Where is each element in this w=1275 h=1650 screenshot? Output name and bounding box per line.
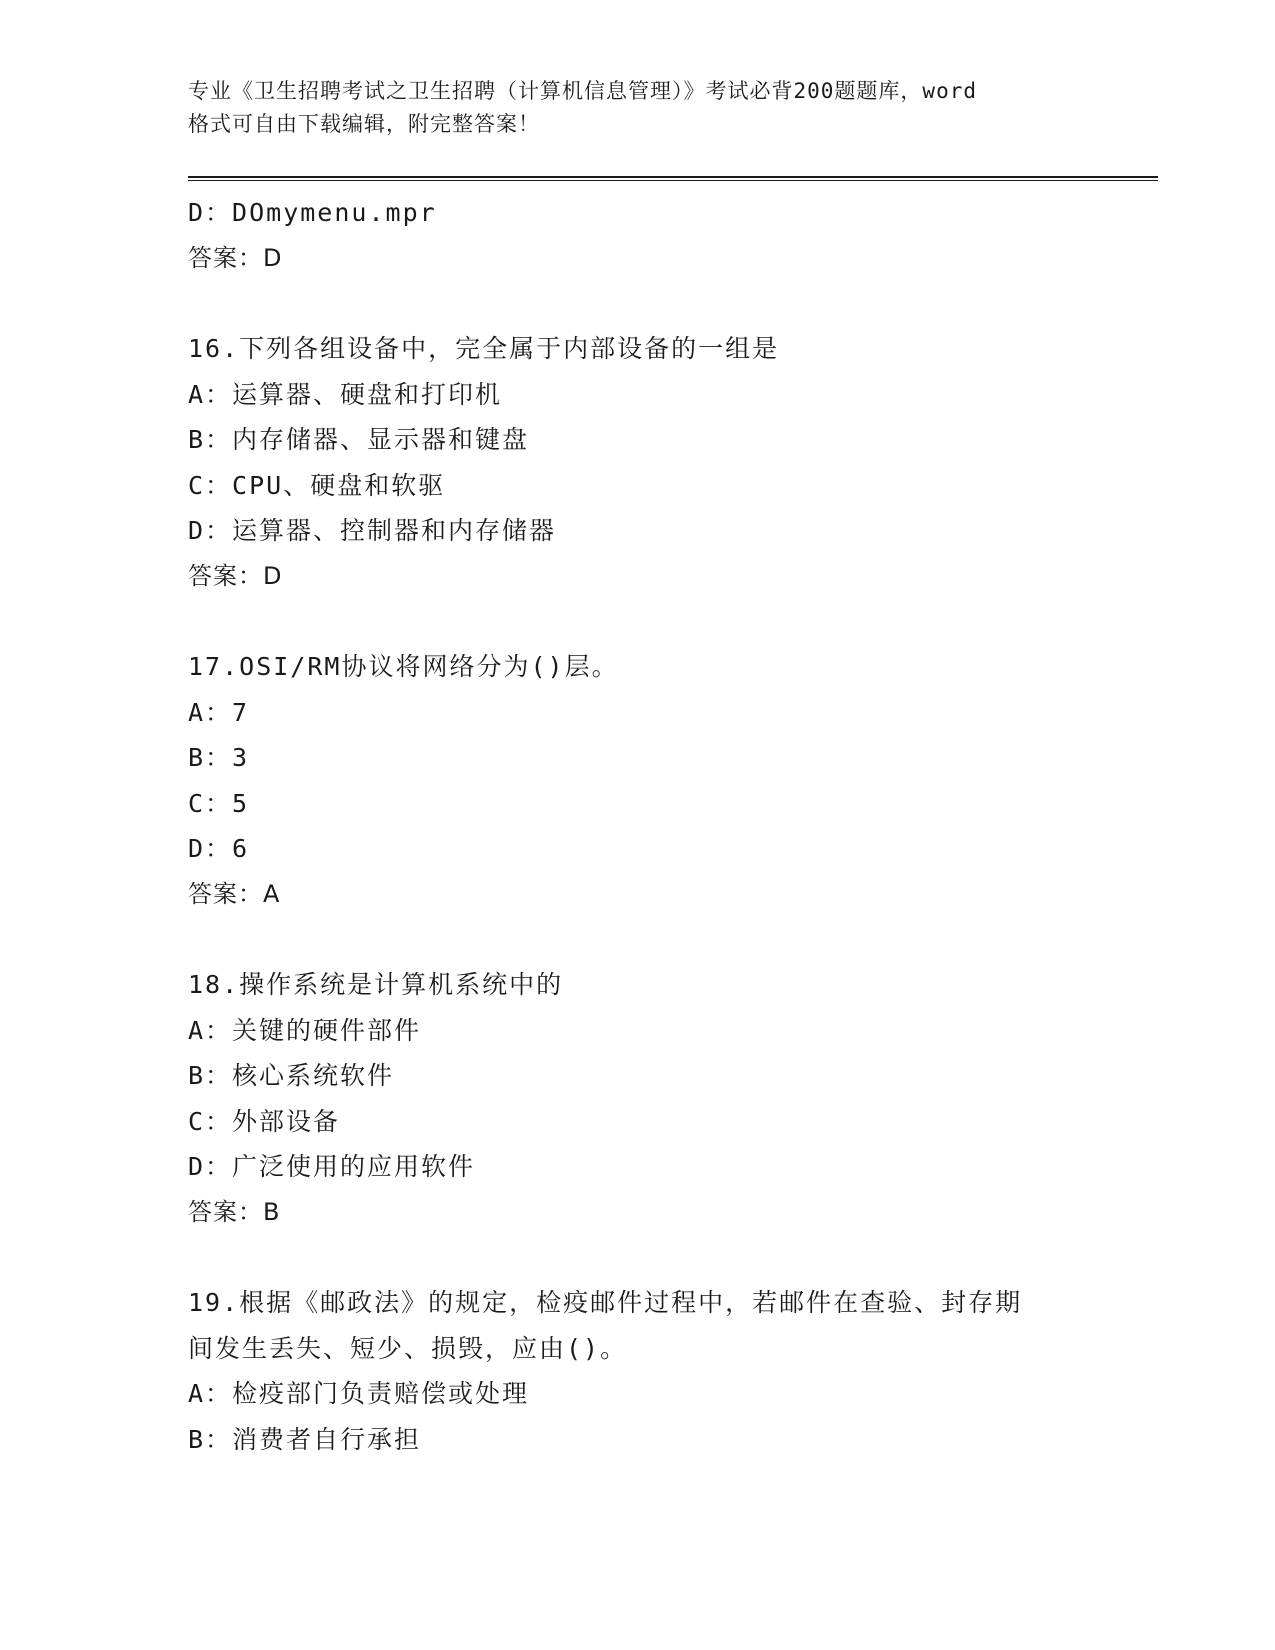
question-text: 16.下列各组设备中，完全属于内部设备的一组是 bbox=[188, 334, 780, 363]
option-d: D：广泛使用的应用软件 bbox=[188, 1152, 476, 1181]
option-b: B：消费者自行承担 bbox=[188, 1424, 422, 1454]
option-a: A：运算器、硬盘和打印机 bbox=[188, 379, 503, 409]
option-c: C：外部设备 bbox=[188, 1106, 341, 1136]
question-text-line-1: 19.根据《邮政法》的规定，检疫邮件过程中，若邮件在查验、封存期 bbox=[188, 1288, 1023, 1317]
question-16 bbox=[188, 326, 1158, 599]
spacer bbox=[188, 917, 1158, 962]
option-b: B：核心系统软件 bbox=[188, 1061, 395, 1090]
question-18 bbox=[188, 962, 1158, 1235]
question-list bbox=[188, 190, 1158, 1462]
option-d: D：运算器、控制器和内存储器 bbox=[188, 516, 557, 545]
option-d: D：6 bbox=[188, 834, 250, 863]
question-text-line-2: 间发生丢失、短少、损毁，应由()。 bbox=[188, 1333, 628, 1363]
option-a: A：7 bbox=[188, 697, 250, 727]
option-c: C：5 bbox=[188, 788, 250, 818]
option-a: A：关键的硬件部件 bbox=[188, 1015, 422, 1045]
question-19 bbox=[188, 1280, 1158, 1462]
header-line-2: 格式可自由下载编辑，附完整答案！ bbox=[188, 112, 540, 136]
header-line-1: 专业《卫生招聘考试之卫生招聘（计算机信息管理）》考试必背200题题库，word bbox=[188, 79, 977, 103]
document-header bbox=[188, 75, 1088, 141]
option-d: D：DOmymenu.mpr bbox=[188, 198, 437, 227]
question-text: 17.OSI/RM协议将网络分为()层。 bbox=[188, 652, 619, 681]
option-c: C：CPU、硬盘和软驱 bbox=[188, 470, 446, 500]
answer: 答案：D bbox=[188, 243, 283, 272]
spacer bbox=[188, 281, 1158, 326]
question-text: 18.操作系统是计算机系统中的 bbox=[188, 970, 564, 999]
option-b: B：内存储器、显示器和键盘 bbox=[188, 425, 530, 454]
answer: 答案：A bbox=[188, 879, 281, 908]
question-15-tail bbox=[188, 190, 1158, 281]
question-17 bbox=[188, 644, 1158, 917]
option-a: A：检疫部门负责赔偿或处理 bbox=[188, 1379, 530, 1408]
spacer bbox=[188, 1235, 1158, 1280]
spacer bbox=[188, 599, 1158, 644]
answer: 答案：D bbox=[188, 561, 283, 590]
answer: 答案：B bbox=[188, 1197, 281, 1226]
header-divider bbox=[188, 176, 1158, 181]
option-b: B：3 bbox=[188, 743, 250, 772]
